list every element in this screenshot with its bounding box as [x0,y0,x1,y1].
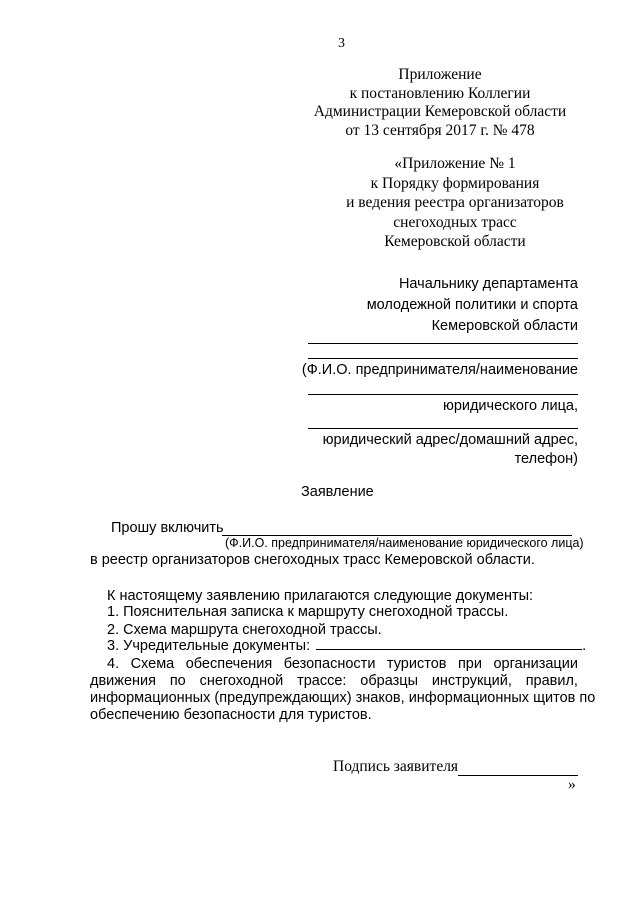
applicant-caption-3: юридический адрес/домашний адрес, [322,432,578,448]
applicant-caption-2: юридического лица, [442,398,578,414]
appendix-header-line4: от 13 сентября 2017 г. № 478 [345,121,535,139]
request-caption: (Ф.И.О. предпринимателя/наименование юридического лица) [225,536,584,550]
applicant-blank-line-2 [308,358,578,359]
item4-word: обеспечения [185,656,273,672]
item4-word: при [457,656,482,672]
request-continuation: в реестр организаторов снегоходных трасс Кемеровской области. [90,552,535,568]
applicant-blank-line-4 [308,428,578,429]
page-number: 3 [338,36,345,51]
appendix-ref-line1: «Приложение № 1 [394,155,516,172]
item4-word: образцы [360,673,418,689]
appendix-ref-line5: Кемеровской области [384,233,526,250]
addressee [330,274,578,337]
signature-blank-line [458,775,578,776]
item4-word: по [169,673,186,689]
attachment-item-3 [107,638,586,654]
attachment-item-4-line-3: информационных (предупреждающих) знаков, информационных щитов по [90,690,596,706]
attachments-intro: К настоящему заявлению прилагаются следующие документы: [107,588,534,604]
item4-word: правил, [525,673,578,689]
item4-word: инструкций, [431,673,512,689]
document-title: Заявление [301,484,374,500]
appendix-header-line1: Приложение [398,66,482,83]
applicant-blank-line-1 [308,343,578,344]
appendix-ref-line4: снегоходных трасс [393,213,517,231]
attachment-item-4-line-4: обеспечению безопасности для туристов. [90,707,372,723]
attachment-item-4-line-2 [90,673,578,689]
item4-word: трассе: [297,673,347,689]
item4-word: движения [90,673,156,689]
item4-word: Схема [130,656,175,672]
appendix-header [300,66,580,140]
attachment-item-2: 2. Схема маршрута снегоходной трассы. [107,622,382,638]
applicant-caption-1: (Ф.И.О. предпринимателя/наименование [301,362,578,378]
applicant-blank-line-3 [308,394,578,395]
applicant-caption-4: телефон) [514,451,578,467]
appendix-ref-line3: и ведения реестра организаторов [346,194,564,211]
attachment-item-1: 1. Пояснительная записка к маршруту снегоходной трассы. [107,604,509,620]
appendix-ref-line2: к Порядку формирования [370,174,540,192]
request-prefix: Прошу включить [111,520,224,536]
item4-word: 4. [107,656,120,672]
item4-word: туристов [386,656,447,672]
item4-word: снегоходной [199,673,284,689]
addressee-line3: Кемеровской области [431,318,578,334]
attachment-item-3-end: . [582,638,587,654]
signature-label: Подпись заявителя [333,758,459,775]
attachment-item-4-line-1 [107,656,578,672]
closing-quote: » [568,776,576,793]
attachment-item-3-label: 3. Учредительные документы: [107,638,311,654]
appendix-reference [330,154,580,252]
appendix-header-line3: Администрации Кемеровской области [313,103,567,120]
item4-word: безопасности [283,656,376,672]
appendix-header-line2: к постановлению Коллегии [349,84,531,102]
attachment-item-3-blank [316,649,582,650]
addressee-line1: Начальнику департамента [398,276,578,292]
item4-word: организации [493,656,578,672]
addressee-line2: молодежной политики и спорта [366,297,578,313]
